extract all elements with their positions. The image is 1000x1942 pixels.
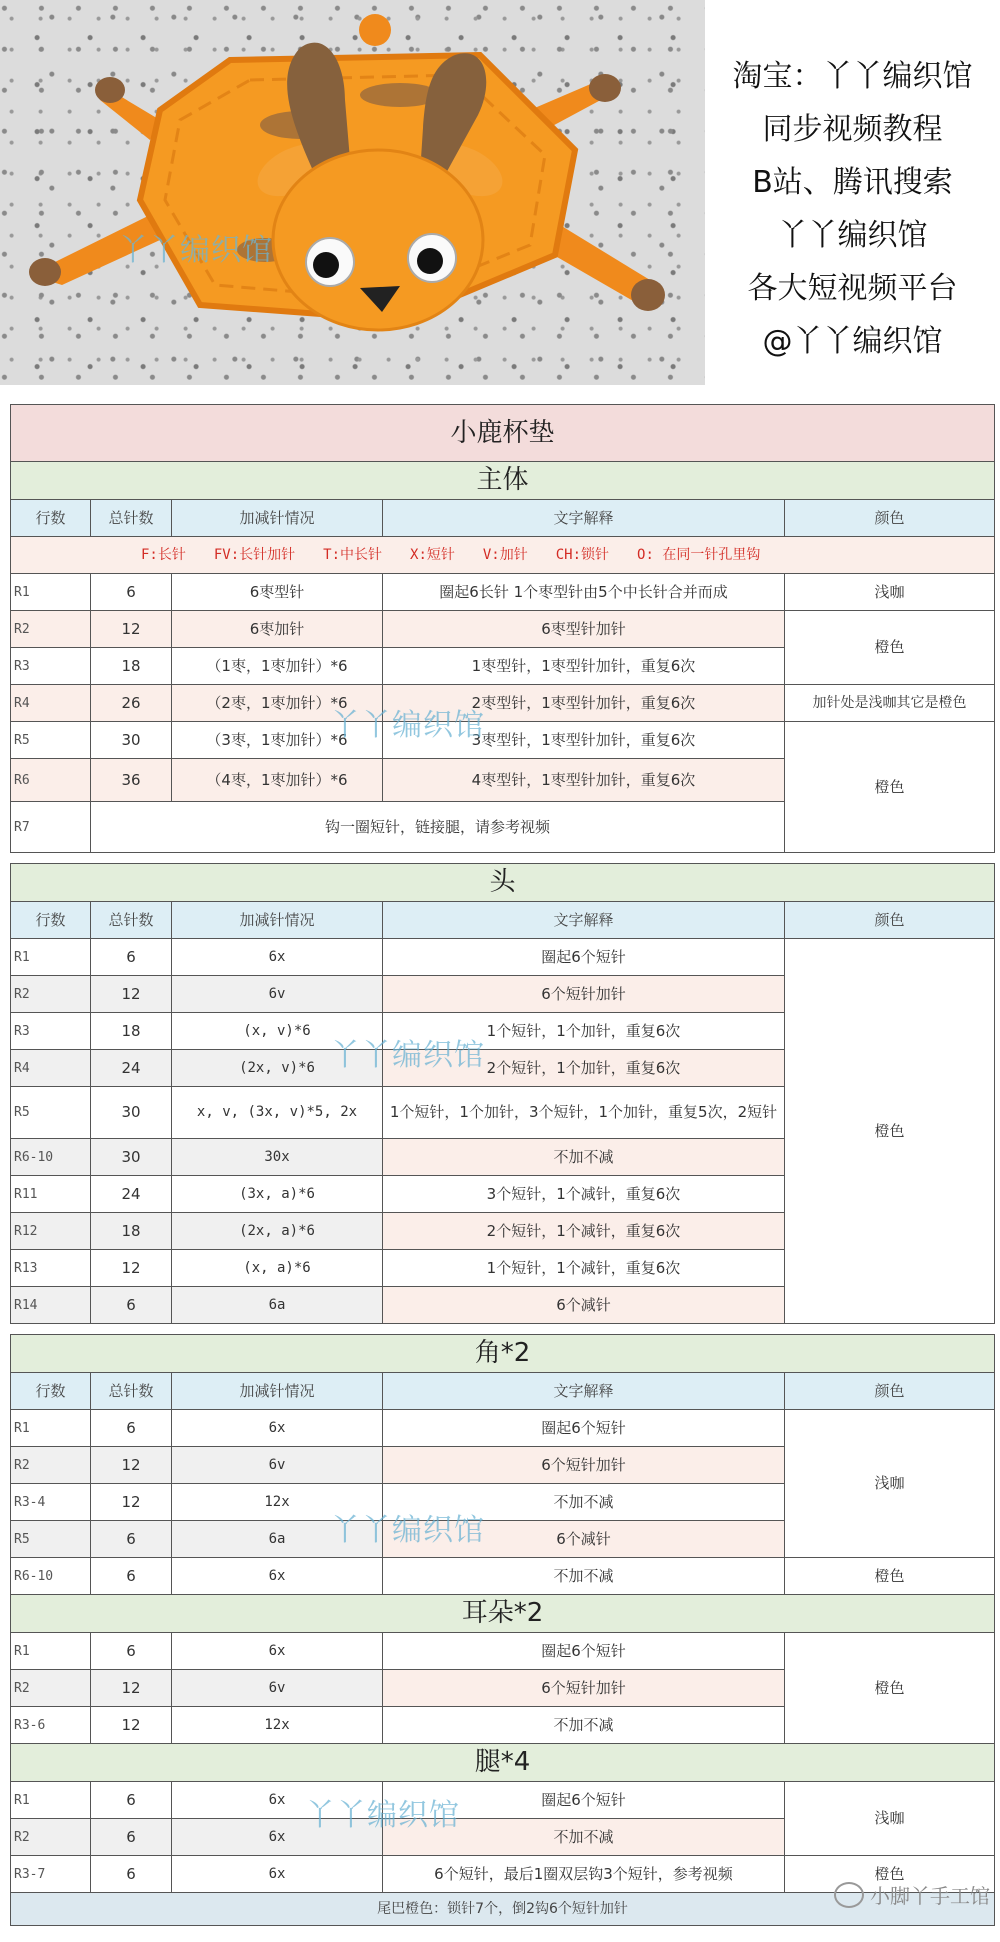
product-photo [0, 0, 705, 385]
table-row: R3-6 12 12x 不加不减 [11, 1707, 995, 1744]
table-row: R1 6 6x 圈起6个短针 橙色 [11, 939, 995, 976]
table-row: R2 6 6x 不加不减 [11, 1819, 995, 1856]
stitch-legend [11, 537, 995, 574]
hoof-left-bottom [29, 258, 61, 286]
color-cell: 橙色 [785, 939, 995, 1324]
legend-item: FV:长针加针 [213, 546, 296, 563]
hoof-left-top [95, 77, 125, 103]
col-header-row: 行数 [11, 500, 91, 537]
hoof-right-bottom [631, 279, 665, 311]
tail-note: 尾巴橙色：锁针7个，倒2钩6个短针加针 [11, 1893, 995, 1926]
col-header-row: 行数 [11, 902, 91, 939]
col-header-color: 颜色 [785, 902, 995, 939]
table-row: R5 30 x, v, (3x, v)*5, 2x 1个短针，1个加针，3个短针，1个加针，重复5次，2短针 [11, 1087, 995, 1139]
table-row: R1 6 6x 圈起6个短针 浅咖 [11, 1782, 995, 1819]
table-row: R14 6 6a 6个减针 [11, 1287, 995, 1324]
col-header-change: 加减针情况 [172, 1373, 383, 1410]
table-row: R4 24 (2x, v)*6 2个短针，1个加针，重复6次 [11, 1050, 995, 1087]
legend-item: O: 在同一针孔里钩 [637, 546, 761, 563]
promo-line: B站、腾讯搜索 [752, 165, 953, 200]
section-title-leg: 腿*4 [11, 1744, 995, 1782]
table-row: R2 12 6v 6个短针加针 [11, 1670, 995, 1707]
col-header-desc: 文字解释 [383, 500, 785, 537]
table-row: R6-10 6 6x 不加不减 橙色 [11, 1558, 995, 1595]
col-header-desc: 文字解释 [383, 1373, 785, 1410]
table-row: R13 12 (x, a)*6 1个短针，1个减针，重复6次 [11, 1250, 995, 1287]
color-cell: 浅咖 [785, 574, 995, 611]
table-row: R12 18 (2x, a)*6 2个短针，1个减针，重复6次 [11, 1213, 995, 1250]
legend-item: T:中长针 [323, 546, 383, 563]
section-title-head: 头 [11, 864, 995, 902]
parts-table [10, 1334, 995, 1926]
color-cell: 橙色 [785, 611, 995, 685]
col-header-total: 总针数 [91, 500, 172, 537]
tail [359, 14, 391, 46]
table-row: R1 6 6x 圈起6个短针 橙色 [11, 1633, 995, 1670]
table-row: R5 30 （3枣，1枣加针）*6 3枣型针，1枣型针加针，重复6次 橙色 [11, 722, 995, 759]
table-row: R4 26 （2枣，1枣加针）*6 2枣型针，1枣型针加针，重复6次 加针处是浅咖其它是橙色 [11, 685, 995, 722]
watermark: 丫丫编织馆 [305, 1798, 460, 1833]
deer-coaster-illustration [0, 0, 705, 385]
color-cell: 橙色 [785, 1558, 995, 1595]
table-row: R5 6 6a 6个减针 [11, 1521, 995, 1558]
color-cell: 橙色 [785, 1856, 995, 1893]
promo-line: 丫丫编织馆 [777, 218, 928, 253]
head-table [10, 863, 995, 1324]
col-header-row: 行数 [11, 1373, 91, 1410]
promo-line: @丫丫编织馆 [762, 324, 943, 359]
table-row: R1 6 6枣型针 圈起6长针 1个枣型针由5个中长针合并而成 浅咖 [11, 574, 995, 611]
body-table [10, 404, 995, 853]
wechat-icon [834, 1882, 864, 1908]
table-row: R11 24 (3x, a)*6 3个短针，1个减针，重复6次 [11, 1176, 995, 1213]
color-cell: 浅咖 [785, 1782, 995, 1856]
col-header-color: 颜色 [785, 1373, 995, 1410]
watermark: 丫丫编织馆 [330, 708, 485, 743]
color-cell: 橙色 [785, 1633, 995, 1744]
photo-watermark: 丫丫编织馆 [118, 233, 273, 268]
legend-item: X:短针 [410, 546, 455, 563]
col-header-desc: 文字解释 [383, 902, 785, 939]
table-row: R6 36 （4枣，1枣加针）*6 4枣型针，1枣型针加针，重复6次 [11, 759, 995, 802]
promo-line: 同步视频教程 [762, 112, 943, 147]
promo-line: 各大短视频平台 [747, 271, 958, 306]
section-title-ear: 耳朵*2 [11, 1595, 995, 1633]
table-row: R2 12 6v 6个短针加针 [11, 976, 995, 1013]
table-row: R2 12 6v 6个短针加针 [11, 1447, 995, 1484]
watermark: 丫丫编织馆 [330, 1038, 485, 1073]
promo-line: 淘宝：丫丫编织馆 [732, 59, 973, 94]
col-header-total: 总针数 [91, 902, 172, 939]
pattern-title: 小鹿杯垫 [11, 405, 995, 462]
pattern-sheet [10, 404, 994, 1926]
legend-item: V:加针 [482, 546, 528, 563]
section-title-body: 主体 [11, 462, 995, 500]
col-header-color: 颜色 [785, 500, 995, 537]
color-cell: 浅咖 [785, 1410, 995, 1558]
legend-item: CH:锁针 [555, 546, 610, 563]
col-header-change: 加减针情况 [172, 500, 383, 537]
col-header-change: 加减针情况 [172, 902, 383, 939]
table-row: R2 12 6枣加针 6枣型针加针 橙色 [11, 611, 995, 648]
legend-item: F:长针 [141, 546, 186, 563]
table-row: R3 18 （1枣，1枣加针）*6 1枣型针，1枣型针加针，重复6次 [11, 648, 995, 685]
table-row: R1 6 6x 圈起6个短针 浅咖 [11, 1410, 995, 1447]
color-cell: 加针处是浅咖其它是橙色 [785, 685, 995, 722]
hoof-right-top [589, 74, 621, 102]
table-row: R7 钩一圈短针，链接腿，请参考视频 [11, 802, 995, 853]
table-row: R3-4 12 12x 不加不减 [11, 1484, 995, 1521]
wechat-badge [834, 1880, 990, 1909]
col-header-total: 总针数 [91, 1373, 172, 1410]
watermark: 丫丫编织馆 [330, 1513, 485, 1548]
wechat-label: 小脚丫手工馆 [870, 1884, 990, 1908]
promo-text-block [705, 50, 1000, 368]
table-row: R6-10 30 30x 不加不减 [11, 1139, 995, 1176]
table-row: R3-7 6 6x 6个短针，最后1圈双层钩3个短针，参考视频 橙色 [11, 1856, 995, 1893]
section-title-horn: 角*2 [11, 1335, 995, 1373]
color-cell: 橙色 [785, 722, 995, 853]
table-row: R3 18 (x, v)*6 1个短针，1个加针，重复6次 [11, 1013, 995, 1050]
